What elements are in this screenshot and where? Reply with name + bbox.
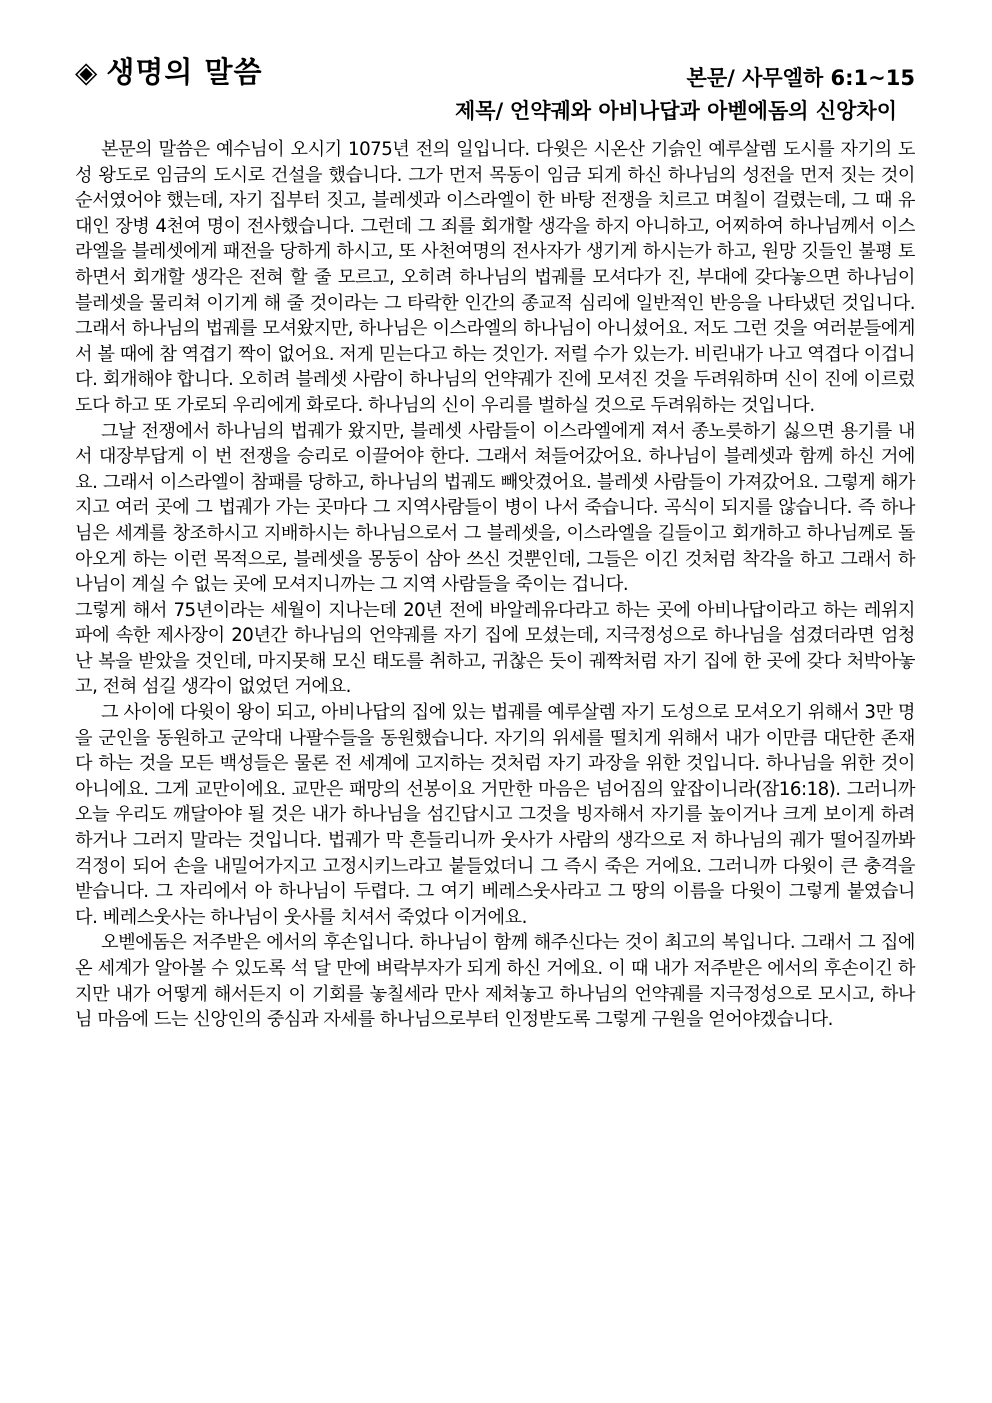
title-text: 생명의 말씀 xyxy=(106,55,263,89)
diamond-icon: ◈ xyxy=(75,55,99,89)
reference-label: 본문/ xyxy=(686,66,735,90)
paragraph: 그날 전쟁에서 하나님의 법궤가 왔지만, 블레셋 사람들이 이스라엘에게 져서 종노릇하기 싫으면 용기를 내서 대장부답게 이 번 전쟁을 승리로 이끌어야 한다. 그래서 쳐들어갔어요. 하나님이 블레셋과 함께 하신 거에요. 그래서 이스라엘이 참패를 당하고, 하나님의 법궤도 빼앗겼어요. 블레셋 사람들이 가져갔어요. 그렇게 해가지고 여러 곳에 그 법궤가 가는 곳마다 그 지역사람들이 병이 나서 죽습니다. 곡식이 되지를 않습니다. 즉 하나님은 세계를 창조하시고 지배하시는 하나님으로서 그 블레셋을, 이스라엘을 길들이고 회개하고 하나님께로 돌아오게 하는 이런 목적으로, 블레셋을 몽둥이 삼아 쓰신 것뿐인데, 그들은 이긴 것처럼 착각을 하고 그래서 하나님이 계실 수 없는 곳에 모셔지니까는 그 지역 사람들을 죽이는 겁니다. xyxy=(75,420,915,596)
subject-value: 언약궤와 아비나답과 아벧에돔의 신앙차이 xyxy=(509,99,897,123)
reference-value: 사무엘하 6:1~15 xyxy=(742,66,915,90)
sermon-subject xyxy=(455,95,897,125)
scripture-reference xyxy=(687,62,915,92)
paragraph: 그렇게 해서 75년이라는 세월이 지나는데 20년 전에 바알레유다라고 하는 곳에 아비나답이라고 하는 레위지파에 속한 제사장이 20년간 하나님의 언약궤를 자기 집에 모셨는데, 지극정성으로 하나님을 섬겼더라면 엄청난 복을 받았을 것인데, 마지못해 모신 태도를 취하고, 귀찮은 듯이 궤짝처럼 자기 집에 한 곳에 갖다 처박아놓고, 전혀 섬길 생각이 없었던 거에요. xyxy=(75,599,915,698)
paragraph: 오벧에돔은 저주받은 에서의 후손입니다. 하나님이 함께 해주신다는 것이 최고의 복입니다. 그래서 그 집에 온 세계가 알아볼 수 있도록 석 달 만에 벼락부자가 되게 하신 거에요. 이 때 내가 저주받은 에서의 후손이긴 하지만 내가 어떻게 해서든지 이 기회를 놓칠세라 만사 제쳐놓고 하나님의 언약궤를 지극정성으로 모시고, 하나님 마음에 드는 신앙인의 중심과 자세를 하나님으로부터 인정받도록 그렇게 구원을 얻어야겠습니다. xyxy=(75,932,915,1031)
subject-label: 제목/ xyxy=(454,99,504,123)
page-title xyxy=(75,50,262,91)
paragraph: 본문의 말씀은 예수님이 오시기 1075년 전의 일입니다. 다윗은 시온산 기슭인 예루살렘 도시를 자기의 도성 왕도로 임금의 도시로 건설을 했습니다. 그가 먼저 목동이 임금 되게 하신 하나님의 성전을 먼저 짓는 것이 순서였어야 했는데, 자기 집부터 짓고, 블레셋과 이스라엘이 한 바탕 전쟁을 치르고 며칠이 걸렸는데, 그 때 유대인 장병 4천여 명이 전사했습니다. 그런데 그 죄를 회개할 생각을 하지 아니하고, 어찌하여 하나님께서 이스라엘을 블레셋에게 패전을 당하게 하시고, 또 사천여명의 전사자가 생기게 하시는가 하고, 원망 깃들인 불평 토하면서 회개할 생각은 전혀 할 줄 모르고, 오히려 하나님의 법궤를 모셔다가 진, 부대에 갖다놓으면 하나님이 블레셋을 물리쳐 이기게 해 줄 것이라는 그 타락한 인간의 종교적 심리에 일반적인 반응을 나타냈던 것입니다. 그래서 하나님의 법궤를 모셔왔지만, 하나님은 이스라엘의 하나님이 아니셨어요. 저도 그런 것을 여러분들에게서 볼 때에 참 역겹기 짝이 없어요. 저게 믿는다고 하는 것인가. 저럴 수가 있는가. 비린내가 나고 역겹다 이겁니다. 회개해야 합니다. 오히려 블레셋 사람이 하나님의 언약궤가 진에 모셔진 것을 두려워하며 신이 진에 이르렀도다 하고 또 가로되 우리에게 화로다. 하나님의 신이 우리를 벌하실 것으로 두려워하는 것입니다. xyxy=(75,139,915,416)
paragraph: 그 사이에 다윗이 왕이 되고, 아비나답의 집에 있는 법궤를 예루살렘 자기 도성으로 모셔오기 위해서 3만 명을 군인을 동원하고 군악대 나팔수들을 동원했습니다. 자기의 위세를 떨치게 위해서 내가 이만큼 대단한 존재다 하는 것을 모든 백성들은 물론 전 세계에 고지하는 것처럼 자기 과장을 위한 것입니다. 하나님을 위한 것이 아니에요. 그게 교만이에요. 교만은 패망의 선봉이요 거만한 마음은 넘어짐의 앞잡이니라(잠16:18). 그러니까 오늘 우리도 깨달아야 될 것은 내가 하나님을 섬긴답시고 그것을 빙자해서 자기를 높이거나 크게 보이게 하려하거나 그러지 말라는 것입니다. 법궤가 막 흔들리니까 웃사가 사람의 생각으로 저 하나님의 궤가 떨어질까봐 걱정이 되어 손을 내밀어가지고 고정시키느라고 붙들었더니 그 즉시 죽은 거에요. 그러니까 다윗이 큰 충격을 받습니다. 그 자리에서 아 하나님이 두렵다. 그 여기 베레스웃사라고 그 땅의 이름을 다윗이 그렇게 붙였습니다. 베레스웃사는 하나님이 웃사를 치셔서 죽었다 이거에요. xyxy=(75,702,915,928)
sermon-body xyxy=(75,137,915,1033)
